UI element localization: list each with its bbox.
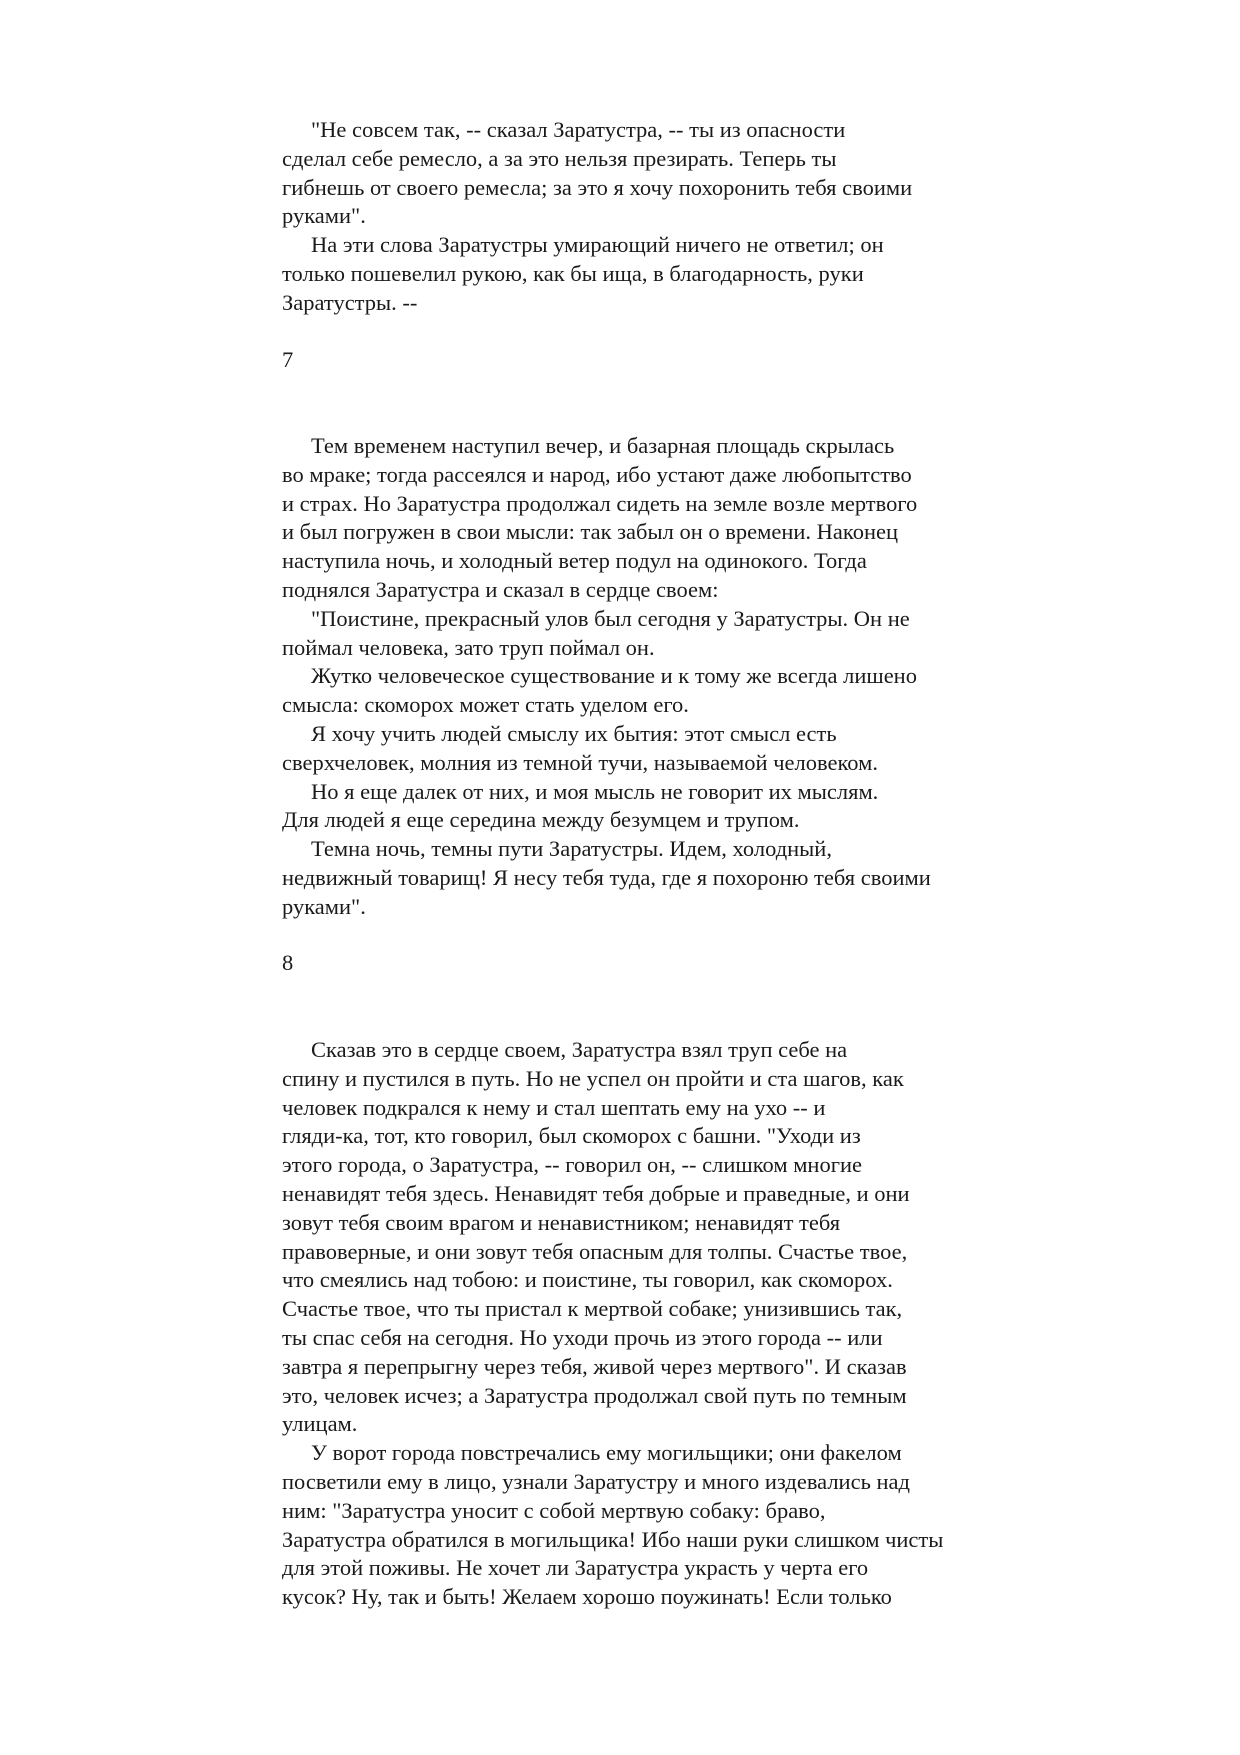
paragraph: Темна ночь, темны пути Заратустры. Идем, холодный, недвижный товарищ! Я несу тебя туда, где я похороню тебя своими руками".: [282, 836, 931, 919]
paragraph: Я хочу учить людей смыслу их бытия: этот смысл есть сверхчеловек, молния из темной тучи, называемой человеком.: [282, 720, 878, 775]
paragraph: Тем временем наступил вечер, и базарная площадь скрылась во мраке; тогда рассеялся и народ, ибо устают даже любопытство и страх. Но Заратустра продолжал сидеть на земле возле мертвого и был погружен в свои мысли: так забыл он о времени. Наконец наступила ночь, и холодный ветер подул на одинокого. Тогда поднялся Заратустра и сказал в сердце своем:: [282, 433, 918, 602]
text-block-section-8: [282, 1036, 1042, 1612]
paragraph: Но я еще далек от них, и моя мысль не говорит их мыслям. Для людей я еще середина между безумцем и трупом.: [282, 778, 879, 833]
text-block-top: [282, 116, 1042, 318]
section-number-7: 7: [282, 347, 294, 372]
paragraph: У ворот города повстречались ему могильщики; они факелом посветили ему в лицо, узнали Заратустру и много издевались над ним: "Заратустра уносит с собой мертвую собаку: браво, Заратустра обратился в могильщика! Ибо наши руки слишком чисты для этой поживы. Не хочет ли Заратустра украсть у черта его кусок? Ну, так и быть! Желаем хорошо поужинать! Если только: [282, 1440, 944, 1610]
paragraph: "Поистине, прекрасный улов был сегодня у Заратустры. Он не поймал человека, зато труп поймал он.: [282, 605, 910, 660]
text-block-section-7: [282, 432, 1042, 922]
paragraph: Жутко человеческое существование и к тому же всегда лишено смысла: скоморох может стать уделом его.: [282, 663, 917, 718]
paragraph: На эти слова Заратустры умирающий ничего не ответил; он только пошевелил рукою, как бы ища, в благодарность, руки Заратустры. --: [282, 232, 884, 315]
paragraph: "Не совсем так, -- сказал Заратустра, -- ты из опасности сделал себе ремесло, а за это нельзя презирать. Теперь ты гибнешь от своего ремесла; за это я хочу похоронить тебя своими руками".: [282, 117, 913, 229]
paragraph: Сказав это в сердце своем, Заратустра взял труп себе на спину и пустился в путь. Но не успел он пройти и ста шагов, как человек подкрался к нему и стал шептать ему на ухо -- и гляди-ка, тот, кто говорил, был скоморох с башни. "Уходи из этого города, о Заратустра, -- говорил он, -- слишком многие ненавидят тебя здесь. Ненавидят тебя добрые и праведные, и они зовут тебя своим врагом и ненавистником; ненавидят тебя правоверные, и они зовут тебя опасным для толпы. Счастье твое, что смеялись над тобою: и поистине, ты говорил, как скоморох. Счастье твое, что ты пристал к мертвой собаке; унизившись так, ты спас себя на сегодня. Но уходи прочь из этого города -- или завтра я перепрыгну через тебя, живой через мертвого". И сказав это, человек исчез; а Заратустра продолжал свой путь по темным улицам.: [282, 1037, 910, 1437]
section-number-8: 8: [282, 950, 294, 975]
